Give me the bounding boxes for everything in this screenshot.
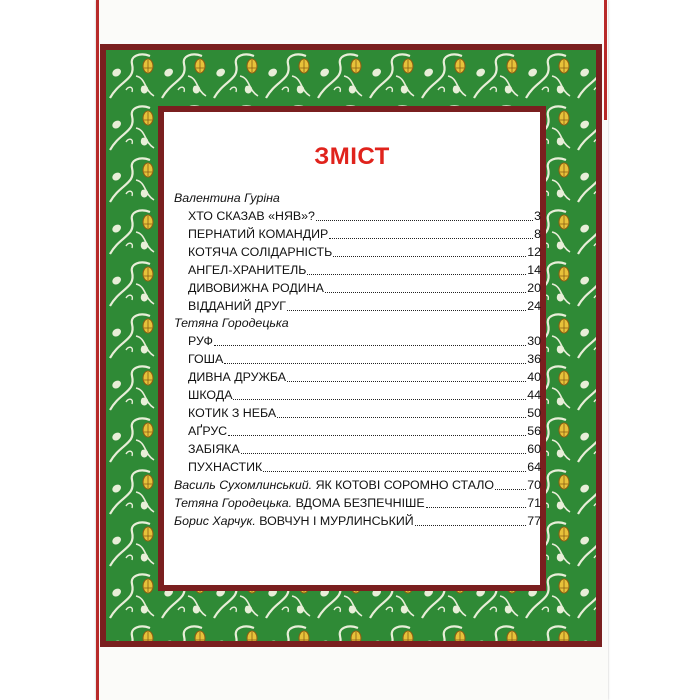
toc-entry-title: ВІДДАНИЙ ДРУГ [188, 299, 286, 313]
dot-leader [495, 477, 526, 490]
toc-entry-page: 20 [527, 281, 541, 295]
page-title: ЗМІСТ [314, 143, 390, 170]
toc-entry-title: ПУХНАСТИК [188, 460, 263, 474]
dot-leader [325, 280, 526, 293]
toc-entry-page: 77 [527, 514, 541, 528]
dot-leader [233, 387, 526, 400]
toc-entry-page: 3 [534, 209, 541, 223]
toc-author: Тетяна Городецька. [174, 496, 293, 510]
toc-entry[interactable] [174, 207, 541, 225]
toc-entry-title: АНГЕЛ-ХРАНИТЕЛЬ [188, 263, 307, 277]
toc-entry-page: 50 [527, 406, 541, 420]
toc-entry-title: ДИВОВИЖНА РОДИНА [188, 281, 324, 295]
toc-entry-title: ЯК КОТОВІ СОРОМНО СТАЛО [315, 478, 494, 492]
toc-entry[interactable] [174, 386, 541, 404]
dot-leader [287, 298, 526, 311]
toc-entry-title: ЗАБІЯКА [188, 442, 240, 456]
dot-leader [426, 495, 527, 508]
dot-leader [307, 262, 526, 275]
toc-entry[interactable] [174, 225, 541, 243]
dot-leader [316, 208, 533, 221]
page-edge-right [604, 0, 607, 120]
dot-leader [415, 513, 527, 526]
toc-entry-page: 70 [527, 478, 541, 492]
toc-entry[interactable] [174, 422, 541, 440]
toc-entry-title: КОТЯЧА СОЛІДАРНІСТЬ [188, 245, 333, 259]
toc-entry[interactable] [174, 494, 541, 512]
dot-leader [277, 405, 526, 418]
toc-entry-title: ШКОДА [188, 388, 233, 402]
toc-entry-page: 14 [527, 263, 541, 277]
dot-leader [333, 244, 526, 257]
toc-entry[interactable] [174, 332, 541, 350]
toc-entry-title: КОТИК З НЕБА [188, 406, 277, 420]
toc-entry-page: 30 [527, 334, 541, 348]
dot-leader [228, 423, 526, 436]
toc-entry[interactable] [174, 404, 541, 422]
toc-author: Тетяна Городецька [174, 316, 289, 330]
toc-entry-page: 60 [527, 442, 541, 456]
dot-leader [329, 226, 533, 239]
toc-entry-title: РУФ [188, 334, 213, 348]
dot-leader [241, 441, 526, 454]
toc-author: Валентина Гуріна [174, 191, 280, 205]
toc-entry-page: 44 [527, 388, 541, 402]
toc-entry-page: 12 [527, 245, 541, 259]
dot-leader [287, 369, 526, 382]
toc-entry-title: АҐРУС [188, 424, 228, 438]
table-of-contents [174, 190, 541, 530]
toc-entry-page: 8 [534, 227, 541, 241]
toc-entry-page: 40 [527, 370, 541, 384]
toc-entry[interactable] [174, 476, 541, 494]
toc-entry-page: 71 [527, 496, 541, 510]
dot-leader [263, 459, 526, 472]
toc-entry-page: 36 [527, 352, 541, 366]
toc-entry[interactable] [174, 279, 541, 297]
toc-entry-page: 64 [527, 460, 541, 474]
toc-entry-title: ДИВНА ДРУЖБА [188, 370, 287, 384]
toc-entry[interactable] [174, 297, 541, 315]
toc-entry-page: 56 [527, 424, 541, 438]
toc-entry[interactable] [174, 350, 541, 368]
toc-entry-title: ХТО СКАЗАВ «НЯВ»? [188, 209, 315, 223]
toc-entry[interactable] [174, 243, 541, 261]
dot-leader [224, 351, 526, 364]
toc-entry-page: 24 [527, 299, 541, 313]
toc-entry[interactable] [174, 458, 541, 476]
toc-entry[interactable] [174, 512, 541, 530]
toc-entry-title: ПЕРНАТИЙ КОМАНДИР [188, 227, 329, 241]
page-edge-left [96, 0, 99, 700]
toc-author: Василь Сухомлинський. [174, 478, 313, 492]
dot-leader [214, 333, 526, 346]
toc-entry-title: ГОША [188, 352, 224, 366]
toc-entry-title: ВОВЧУН І МУРЛИНСЬКИЙ [259, 514, 414, 528]
toc-entry-title: ВДОМА БЕЗПЕЧНІШЕ [295, 496, 425, 510]
toc-author: Борис Харчук. [174, 514, 256, 528]
toc-entry[interactable] [174, 261, 541, 279]
toc-entry[interactable] [174, 440, 541, 458]
toc-entry[interactable] [174, 368, 541, 386]
